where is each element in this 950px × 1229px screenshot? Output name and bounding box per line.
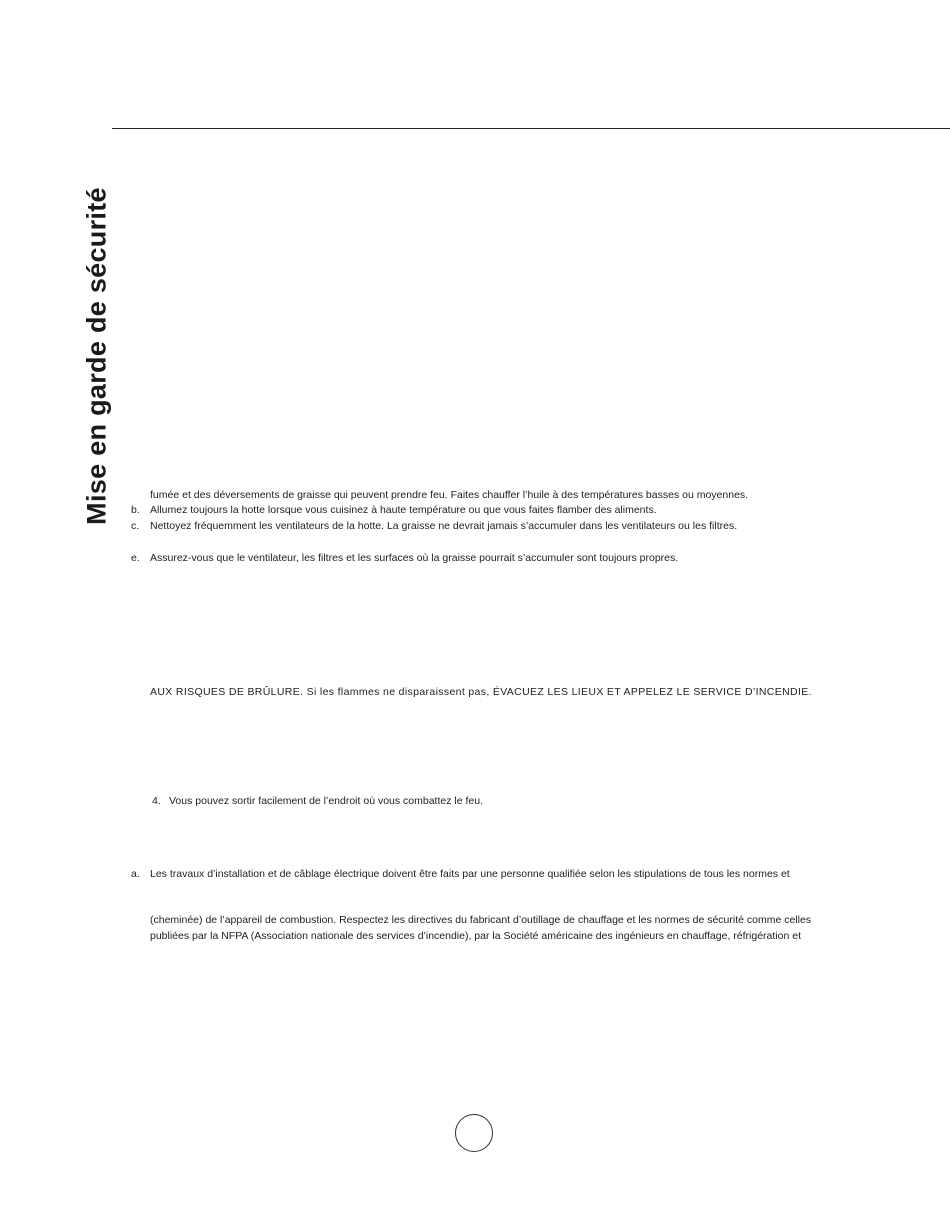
- page-number-circle: [455, 1114, 493, 1152]
- list-marker-c: c.: [131, 520, 140, 532]
- install-item-a: Les travaux d’installation et de câblage électrique doivent être faits par une personne qualifiée selon les stipulations de tous les normes et: [150, 868, 790, 880]
- section-title: Mise en garde de sécurité: [81, 187, 112, 525]
- list-item-c: Nettoyez fréquemment les ventilateurs de la hotte. La graisse ne devrait jamais s’accumuler dans les ventilateurs ou les filtres.: [150, 520, 738, 532]
- header-rule: [112, 128, 950, 129]
- list-item-continuation: fumée et des déversements de graisse qui peuvent prendre feu. Faites chauffer l’huile à des températures basses ou moyennes.: [150, 489, 749, 501]
- combustion-line: publiées par la NFPA (Association nationale des services d’incendie), par la Société américaine des ingénieurs en chauffage, réfrigération et: [150, 930, 801, 942]
- numbered-marker-4: 4.: [152, 795, 161, 807]
- install-marker-a: a.: [131, 868, 140, 880]
- list-item-b: Allumez toujours la hotte lorsque vous cuisinez à haute température ou que vous faites flamber des aliments.: [150, 504, 657, 516]
- list-marker-b: b.: [131, 504, 140, 516]
- combustion-line: (cheminée) de l’appareil de combustion. Respectez les directives du fabricant d’outillage de chauffage et les normes de sécurité comme celles: [150, 914, 812, 926]
- list-item-e: Assurez-vous que le ventilateur, les filtres et les surfaces où la graisse pourrait s’accumuler sont toujours propres.: [150, 552, 679, 564]
- list-marker-e: e.: [131, 552, 140, 564]
- burn-warning: AUX RISQUES DE BRÛLURE. Si les flammes ne disparaissent pas, ÉVACUEZ LES LIEUX ET APPELEZ LE SERVICE D’INCENDIE.: [150, 686, 812, 698]
- numbered-item-4: Vous pouvez sortir facilement de l’endroit où vous combattez le feu.: [169, 795, 484, 807]
